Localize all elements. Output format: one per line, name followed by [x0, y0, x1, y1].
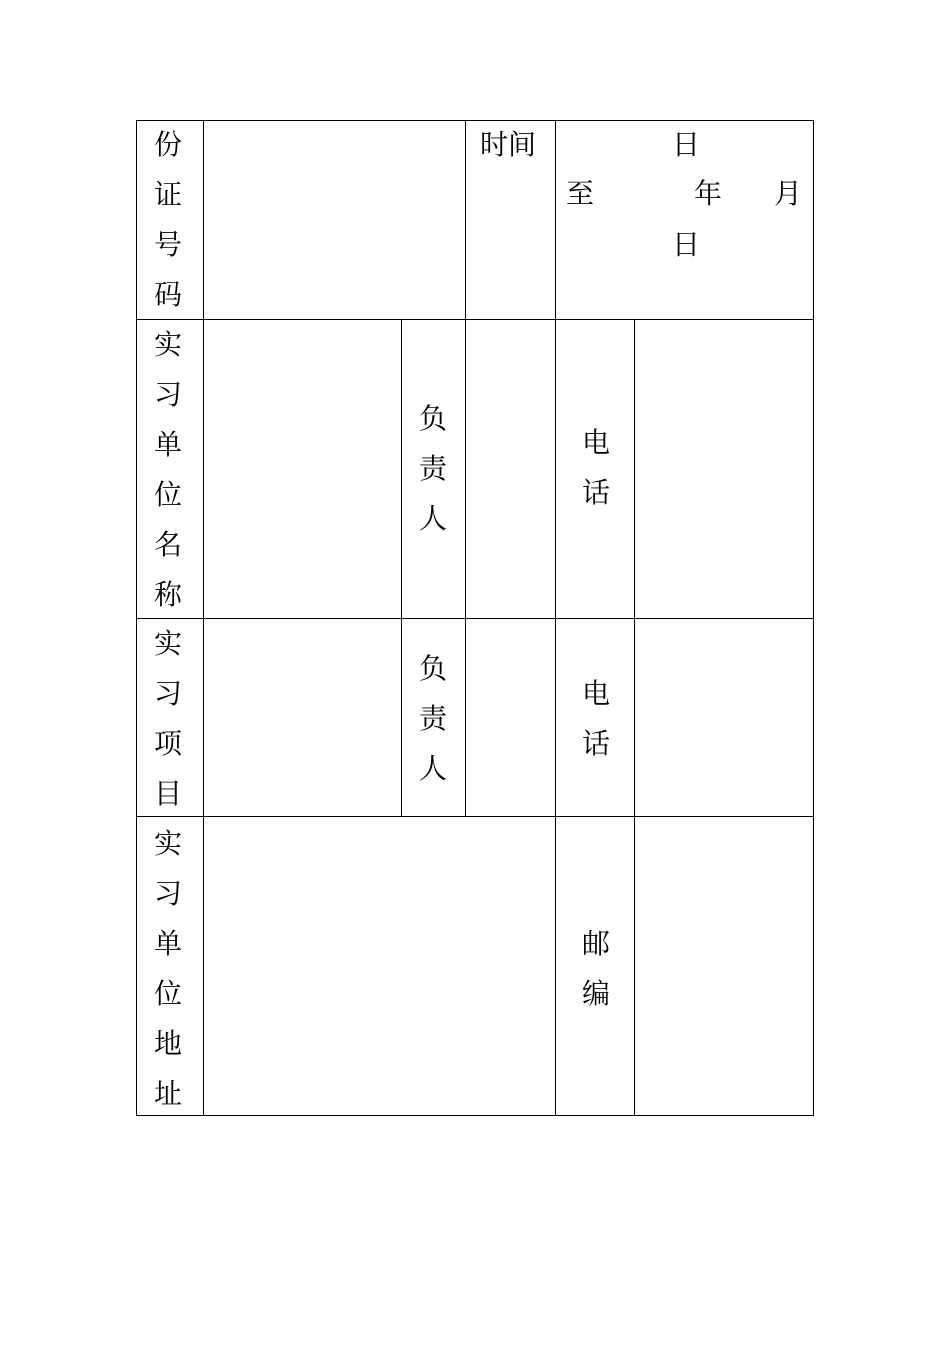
label-char: 电 — [581, 677, 610, 710]
unit-phone-label — [576, 418, 616, 518]
project-phone-field[interactable] — [635, 619, 813, 816]
project-person-in-charge-label — [413, 644, 453, 794]
label-char: 实 — [153, 627, 182, 660]
label-char: 地 — [153, 1027, 182, 1060]
label-char: 电 — [581, 426, 610, 459]
label-char: 编 — [581, 977, 610, 1010]
label-char: 人 — [418, 752, 447, 785]
table-border-right — [813, 120, 814, 1116]
label-char: 号 — [153, 228, 182, 261]
label-char: 位 — [153, 478, 182, 511]
label-char: 位 — [153, 977, 182, 1010]
postcode-label — [576, 919, 616, 1019]
id-number-field[interactable] — [204, 121, 465, 319]
internship-project-label — [148, 619, 188, 819]
label-char: 名 — [153, 528, 182, 561]
label-char: 称 — [153, 578, 182, 611]
project-person-field[interactable] — [466, 619, 555, 816]
date-year: 年 — [694, 177, 723, 210]
date-month: 月 — [774, 177, 803, 210]
label-char: 址 — [153, 1077, 182, 1110]
label-char: 话 — [581, 476, 610, 509]
postcode-field[interactable] — [635, 817, 813, 1115]
unit-address-field[interactable] — [204, 817, 555, 1115]
label-char: 邮 — [581, 927, 610, 960]
time-label: 时间 — [480, 128, 537, 161]
table-border-bottom — [136, 1115, 814, 1116]
label-char: 人 — [418, 502, 447, 535]
label-char: 责 — [418, 702, 447, 735]
label-char: 单 — [153, 927, 182, 960]
project-name-field[interactable] — [204, 619, 401, 816]
label-char: 目 — [153, 777, 182, 810]
label-char: 项 — [153, 727, 182, 760]
label-char: 负 — [418, 652, 447, 685]
label-char: 实 — [153, 328, 182, 361]
project-phone-label — [576, 669, 616, 769]
date-line-1-day: 日 — [672, 128, 701, 161]
label-char: 实 — [153, 827, 182, 860]
label-char: 负 — [418, 402, 447, 435]
internship-unit-name-label — [148, 320, 188, 620]
person-column-divider-left — [401, 319, 402, 817]
label-char: 话 — [581, 727, 610, 760]
label-char: 习 — [153, 378, 182, 411]
label-char: 码 — [153, 278, 182, 311]
id-number-label — [148, 120, 188, 320]
internship-unit-address-label — [148, 819, 188, 1119]
unit-name-field[interactable] — [204, 320, 401, 618]
date-range-field[interactable] — [556, 121, 813, 319]
label-char: 单 — [153, 428, 182, 461]
date-to: 至 — [566, 177, 595, 210]
date-line-3-day: 日 — [672, 228, 701, 261]
unit-person-field[interactable] — [466, 320, 555, 618]
unit-person-in-charge-label — [413, 394, 453, 544]
label-char: 责 — [418, 452, 447, 485]
unit-phone-field[interactable] — [635, 320, 813, 618]
table-border-left — [136, 120, 137, 1116]
label-char: 习 — [153, 677, 182, 710]
label-char: 习 — [153, 877, 182, 910]
label-char: 证 — [153, 178, 182, 211]
label-char: 份 — [153, 128, 182, 161]
